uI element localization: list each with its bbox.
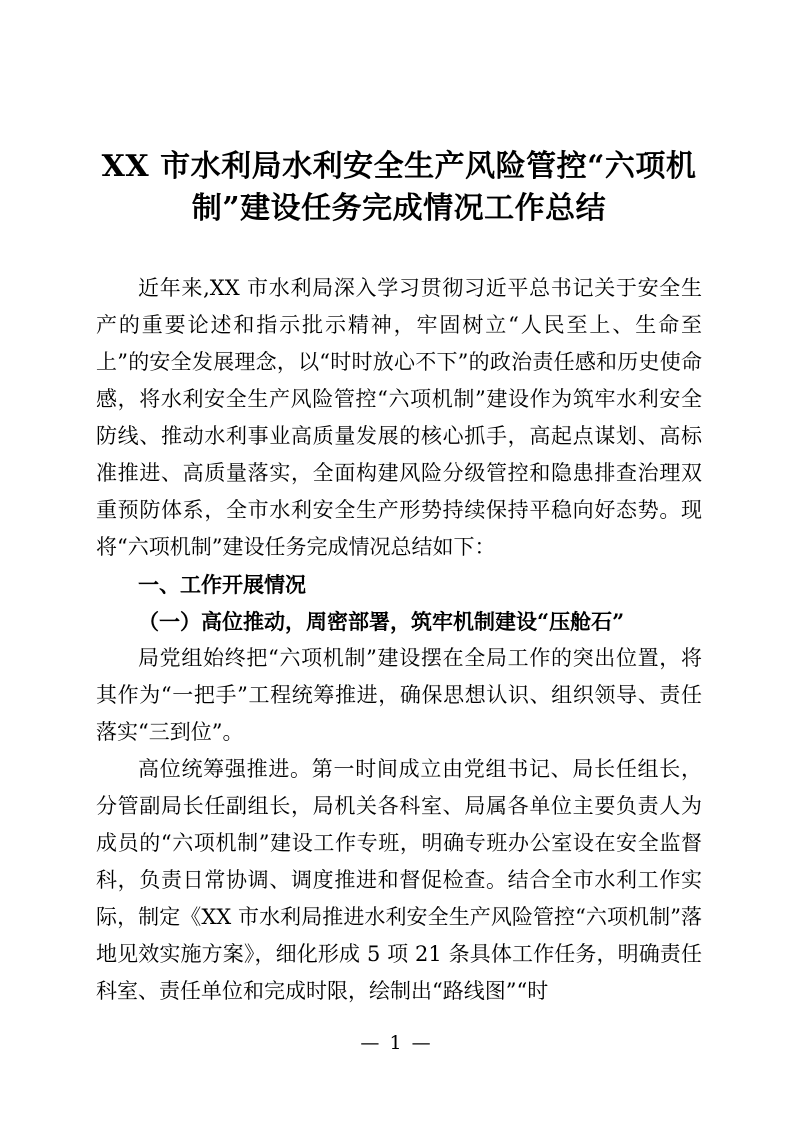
document-title: XX 市水利局水利安全生产风险管控“六项机制”建设任务完成情况工作总结 (101, 149, 697, 226)
intro-paragraph: 近年来,XX 市水利局深入学习贯彻习近平总书记关于安全生产的重要论述和指示批示精神，牢固树立“人民至上、生命至上”的安全发展理念，以“时时放心不下”的政治责任感和历史使命感，将水利安全生产风险管控“六项机制”建设作为筑牢水利安全防线、推动水利事业高质量发展的核心抓手，高起点谋划、高标准推进、高质量落实，全面构建风险分级管控和隐患排查治理双重预防体系，全市水利安全生产形势持续保持平稳向好态势。现将“六项机制”建设任务完成情况总结如下： (96, 276, 702, 559)
page-number: — 1 — (360, 1032, 433, 1054)
body-paragraph: 高位统筹强推进。第一时间成立由党组书记、局长任组长，分管副局长任副组长，局机关各科室、局属各单位主要负责人为成员的“六项机制”建设工作专班，明确专班办公室设在安全监督科，负责日常协调、调度推进和督促检查。结合全市水利工作实际，制定《XX 市水利局推进水利安全生产风险管控“六项机制”落地见效实施方案》，细化形成 5 项 21 条具体工作任务，明确责任科室、责任单位和完成时限，绘制出“路线图”“时 (96, 757, 702, 1003)
body-paragraph: 局党组始终把“六项机制”建设摆在全局工作的突出位置，将其作为“一把手”工程统筹推进，确保思想认识、组织领导、责任落实“三到位”。 (96, 646, 702, 744)
section-heading-1: 一、工作开展情况 (138, 572, 306, 597)
document-content (96, 146, 702, 1010)
subsection-heading-1-1: （一）高位推动，周密部署，筑牢机制建设“压舱石” (138, 609, 625, 634)
